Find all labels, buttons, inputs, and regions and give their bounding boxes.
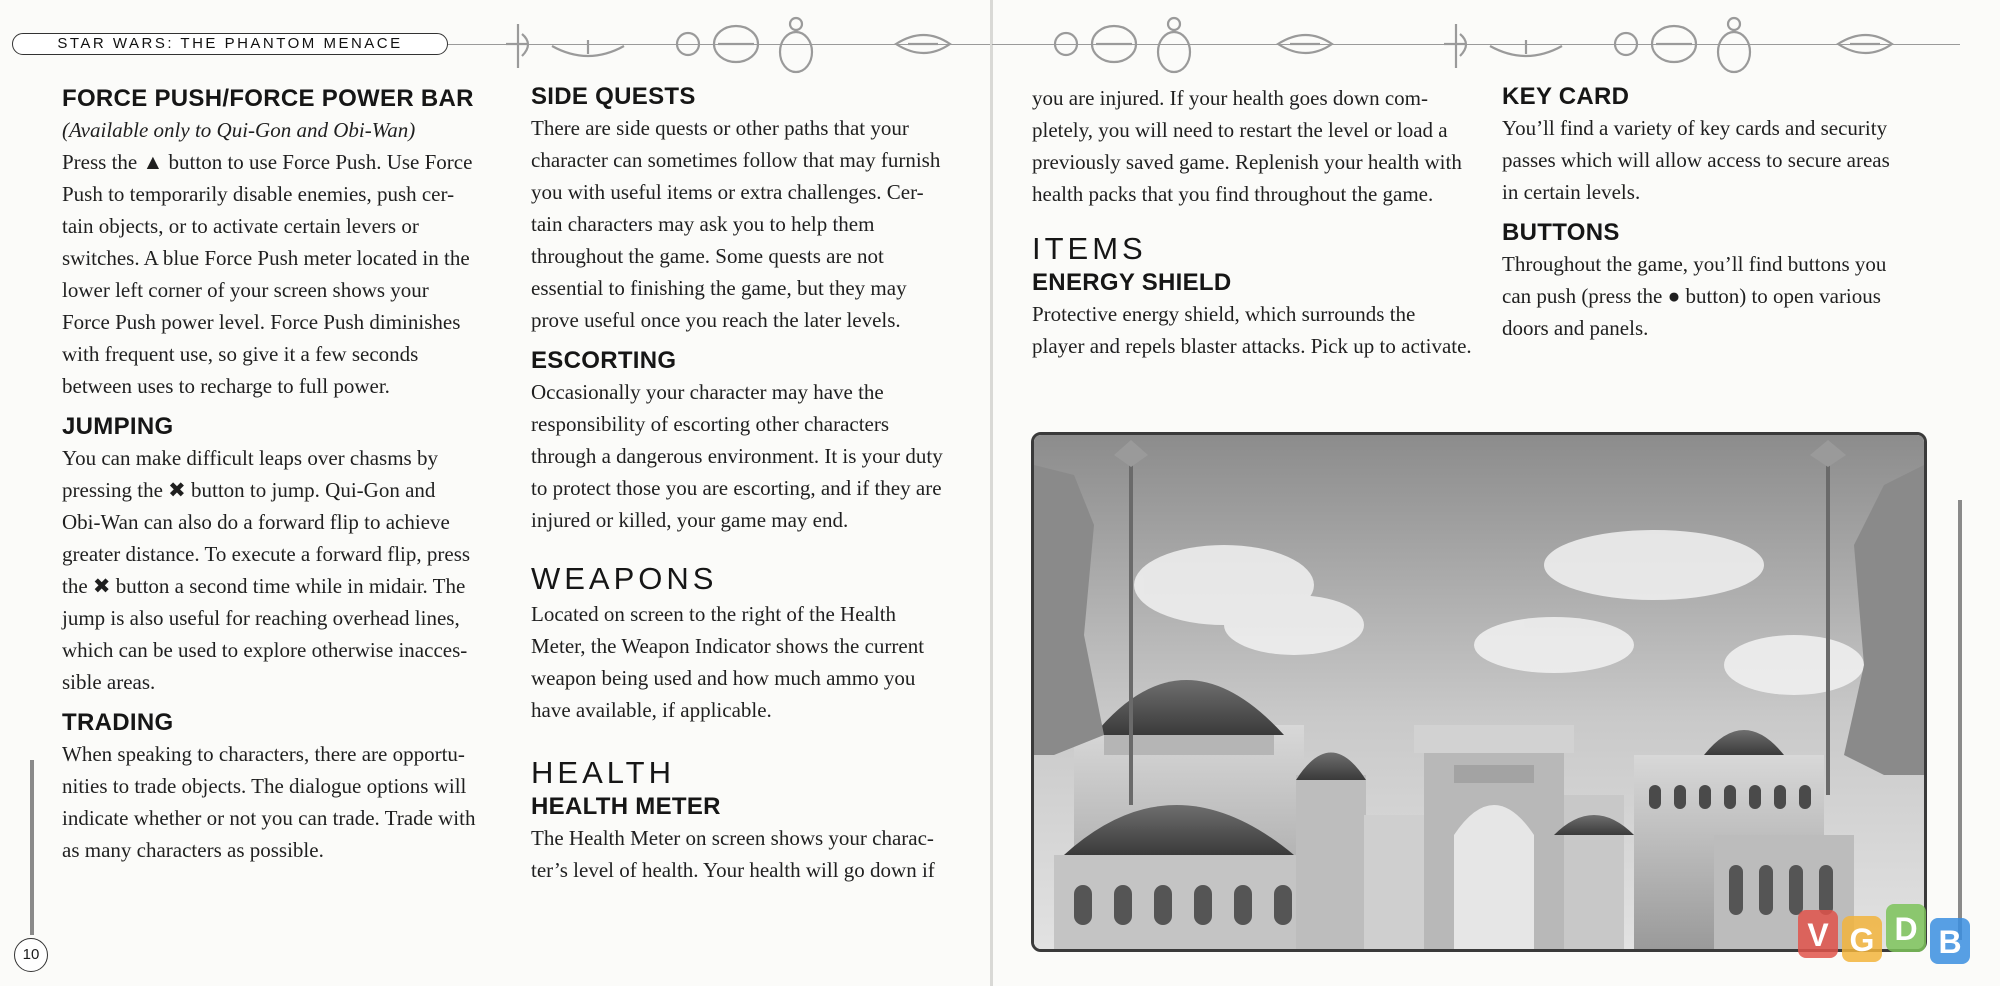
trading-line-2: nities to trade objects. The dialogue options will	[62, 774, 467, 798]
buttons-line-1: Throughout the game, you’ll find buttons you	[1502, 252, 1887, 276]
health-cont-line-4: health packs that you find throughout the game.	[1032, 182, 1434, 206]
escorting-line-5: injured or killed, your game may end.	[531, 508, 849, 532]
city-scene-image	[1031, 432, 1927, 952]
jumping-line-3: Obi-Wan can also do a forward flip to achieve	[62, 510, 450, 534]
watermark-letter-d: D	[1894, 911, 1918, 947]
side-quests-line-4: tain characters may ask you to help them	[531, 212, 875, 236]
weapons-line-2: Meter, the Weapon Indicator shows the current	[531, 634, 925, 658]
health-line-2: ter’s level of health. Your health will go down if	[531, 858, 935, 882]
column-4	[1502, 82, 1952, 344]
items-title: ITEMS	[1032, 231, 1147, 266]
watermark-letter-g: G	[1849, 922, 1875, 958]
column-2	[531, 82, 981, 886]
health-cont-line-2: pletely, you will need to restart the level or load a	[1032, 118, 1448, 142]
force-push-line-7: with frequent use, so give it a few seconds	[62, 342, 419, 366]
escorting-line-3: through a dangerous environment. It is your duty	[531, 444, 943, 468]
side-quests-line-1: There are side quests or other paths that your	[531, 116, 909, 140]
city-scene-illustration	[1034, 435, 1924, 949]
side-quests-heading: SIDE QUESTS	[531, 83, 696, 110]
force-push-line-1: Press the ▲ button to use Force Push. Use Force	[62, 150, 473, 174]
force-push-note: (Available only to Qui-Gon and Obi-Wan)	[62, 118, 416, 142]
left-page	[0, 0, 992, 986]
trading-heading: TRADING	[62, 709, 174, 736]
jumping-heading: JUMPING	[62, 413, 174, 440]
buttons-line-3: doors and panels.	[1502, 316, 1649, 340]
jumping-line-4: greater distance. To execute a forward flip, press	[62, 542, 471, 566]
key-card-line-1: You’ll find a variety of key cards and security	[1502, 116, 1888, 140]
buttons-line-2: can push (press the ● button) to open various	[1502, 284, 1881, 308]
health-meter-heading: HEALTH METER	[531, 793, 721, 820]
key-card-line-3: in certain levels.	[1502, 180, 1641, 204]
jumping-line-6: jump is also useful for reaching overhead lines,	[62, 606, 460, 630]
page-number-left: 10	[14, 938, 48, 972]
health-title: HEALTH	[531, 755, 676, 790]
key-card-line-2: passes which will allow access to secure areas	[1502, 148, 1890, 172]
escorting-heading: ESCORTING	[531, 347, 677, 374]
jumping-line-2: pressing the ✖ button to jump. Qui-Gon and	[62, 478, 436, 502]
header-title: STAR WARS: THE PHANTOM MENACE	[12, 33, 448, 55]
health-line-1: The Health Meter on screen shows your charac-	[531, 826, 934, 850]
health-cont-line-3: previously saved game. Replenish your health with	[1032, 150, 1462, 174]
trading-line-3: indicate whether or not you can trade. Trade with	[62, 806, 476, 830]
side-quests-line-7: prove useful once you reach the later levels.	[531, 308, 901, 332]
vgdb-watermark	[1798, 904, 1973, 964]
force-push-heading: FORCE PUSH/FORCE POWER BAR	[62, 85, 474, 112]
weapons-title: WEAPONS	[531, 561, 718, 596]
watermark-letter-b: B	[1938, 924, 1962, 960]
escorting-line-2: responsibility of escorting other characters	[531, 412, 890, 436]
jumping-line-8: sible areas.	[62, 670, 156, 694]
energy-shield-heading: ENERGY SHIELD	[1032, 269, 1232, 296]
weapons-line-4: have available, if applicable.	[531, 698, 772, 722]
weapons-line-1: Located on screen to the right of the Health	[531, 602, 897, 626]
escorting-line-4: to protect those you are escorting, and if they are	[531, 476, 942, 500]
jumping-line-7: which can be used to explore otherwise inacces-	[62, 638, 468, 662]
force-push-line-3: tain objects, or to activate certain levers or	[62, 214, 419, 238]
trading-line-1: When speaking to characters, there are opportu-	[62, 742, 465, 766]
watermark-letter-v: V	[1807, 917, 1829, 953]
force-push-line-2: Push to temporarily disable enemies, push cer-	[62, 182, 455, 206]
side-quests-line-6: essential to finishing the game, but they may	[531, 276, 907, 300]
force-push-line-8: between uses to recharge to full power.	[62, 374, 390, 398]
aurebesh-glyphs-right	[1032, 10, 1972, 80]
energy-shield-line-1: Protective energy shield, which surrounds the	[1032, 302, 1416, 326]
health-cont-line-1: you are injured. If your health goes down com-	[1032, 86, 1428, 110]
right-side-bar	[1958, 500, 1962, 940]
key-card-heading: KEY CARD	[1502, 83, 1630, 110]
column-3	[1032, 82, 1482, 362]
trading-line-4: as many characters as possible.	[62, 838, 324, 862]
side-quests-line-2: character can sometimes follow that may furnish	[531, 148, 941, 172]
jumping-line-5: the ✖ button a second time while in midair. The	[62, 574, 466, 598]
force-push-line-6: Force Push power level. Force Push diminishes	[62, 310, 461, 334]
weapons-line-3: weapon being used and how much ammo you	[531, 666, 916, 690]
force-push-line-4: switches. A blue Force Push meter located in the	[62, 246, 470, 270]
escorting-line-1: Occasionally your character may have the	[531, 380, 884, 404]
side-quests-line-3: you with useful items or extra challenges. Cer-	[531, 180, 924, 204]
aurebesh-glyphs-left	[478, 10, 978, 80]
buttons-heading: BUTTONS	[1502, 219, 1620, 246]
energy-shield-line-2: player and repels blaster attacks. Pick up to activate.	[1032, 334, 1472, 358]
force-push-line-5: lower left corner of your screen shows your	[62, 278, 429, 302]
side-quests-line-5: throughout the game. Some quests are not	[531, 244, 884, 268]
left-side-bar	[30, 760, 34, 935]
jumping-line-1: You can make difficult leaps over chasms by	[62, 446, 438, 470]
column-1	[62, 84, 502, 866]
